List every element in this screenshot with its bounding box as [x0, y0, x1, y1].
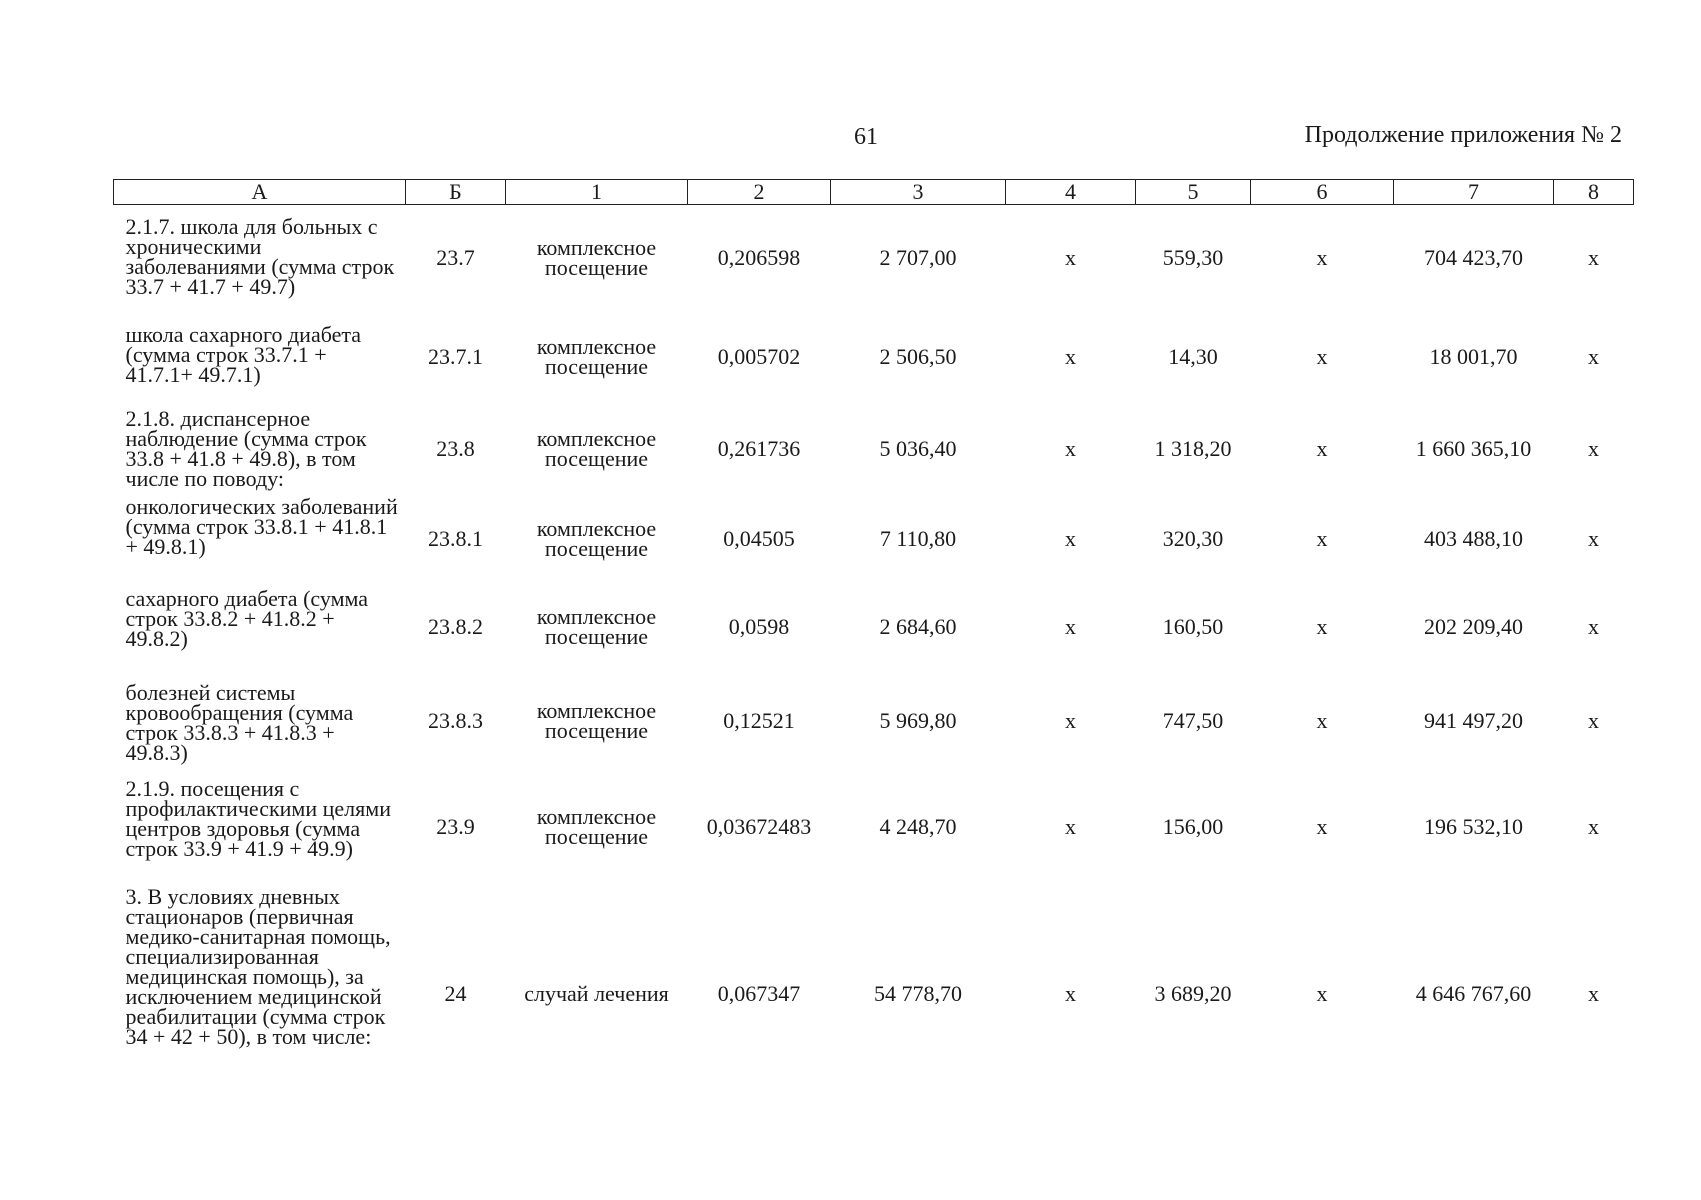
row-value-col3: 2 506,50	[879, 343, 957, 369]
table-row	[114, 311, 1634, 403]
column-header: 2	[688, 180, 831, 205]
row-value-col5: 320,30	[1162, 525, 1224, 551]
table-row	[114, 883, 1634, 1105]
row-value-col4: х	[1065, 343, 1076, 369]
row-value-col8: х	[1588, 813, 1599, 839]
row-value-col4: х	[1065, 707, 1076, 733]
table-row	[114, 403, 1634, 495]
column-header: 8	[1554, 180, 1634, 205]
row-value-col3: 54 778,70	[874, 980, 962, 1006]
column-header: 5	[1136, 180, 1251, 205]
row-value-col6: х	[1316, 707, 1328, 733]
row-value-col2: 0,0598	[728, 613, 790, 639]
row-unit: комплексное посещение	[536, 697, 657, 743]
row-unit: комплексное посещение	[536, 234, 657, 280]
row-value-col3: 4 248,70	[879, 813, 957, 839]
row-value-col6: х	[1316, 244, 1328, 270]
row-value-col7: 202 209,40	[1424, 613, 1523, 639]
row-unit: случай лечения	[524, 980, 669, 1006]
row-description: школа сахарного диабета (сумма строк 33.7.1 + 41.7.1+ 49.7.1)	[125, 321, 362, 387]
row-value-col4: х	[1065, 813, 1076, 839]
row-value-col4: х	[1065, 980, 1076, 1006]
row-value-col2: 0,12521	[723, 707, 795, 733]
row-value-col8: х	[1588, 244, 1599, 270]
row-value-col7: 4 646 767,60	[1415, 980, 1532, 1006]
row-value-col8: х	[1588, 435, 1599, 461]
row-unit: комплексное посещение	[536, 425, 657, 471]
row-description: 2.1.8. диспансерное наблюдение (сумма строк 33.8 + 41.8 + 49.8), в том числе по поводу:	[125, 405, 367, 491]
row-description: 3. В условиях дневных стационаров (первичная медико-санитарная помощь, специализированная медицинская помощь), за исключением медицинской реабилитации (сумма строк 34 + 42 + 50), в том числе:	[125, 883, 391, 1049]
page-number: 61	[854, 124, 878, 150]
row-value-col4: х	[1065, 525, 1076, 551]
row-value-col7: 704 423,70	[1424, 244, 1523, 270]
table-row	[114, 671, 1634, 771]
row-value-col3: 5 969,80	[879, 707, 957, 733]
header-row	[114, 180, 1634, 205]
row-value-col5: 559,30	[1162, 244, 1224, 270]
row-value-col8: х	[1588, 525, 1599, 551]
row-unit: комплексное посещение	[536, 515, 657, 561]
row-value-col4: х	[1065, 435, 1076, 461]
data-table	[113, 179, 1634, 1105]
column-header: Б	[406, 180, 506, 205]
row-value-col6: х	[1316, 525, 1328, 551]
row-value-col7: 1 660 365,10	[1415, 435, 1532, 461]
row-value-col8: х	[1588, 980, 1599, 1006]
row-code: 23.8.3	[428, 707, 483, 733]
row-value-col2: 0,261736	[717, 435, 801, 461]
row-code: 23.8	[436, 435, 475, 461]
row-value-col5: 3 689,20	[1154, 980, 1232, 1006]
row-value-col3: 7 110,80	[879, 525, 957, 551]
row-value-col2: 0,005702	[717, 343, 801, 369]
row-value-col6: х	[1316, 343, 1328, 369]
row-value-col7: 941 497,20	[1424, 707, 1523, 733]
row-value-col6: х	[1316, 435, 1328, 461]
row-value-col4: х	[1065, 613, 1076, 639]
row-value-col6: х	[1316, 980, 1328, 1006]
row-value-col5: 14,30	[1168, 343, 1218, 369]
table-row	[114, 205, 1634, 311]
column-header: 6	[1251, 180, 1394, 205]
row-value-col8: х	[1588, 343, 1599, 369]
row-value-col3: 5 036,40	[879, 435, 957, 461]
row-value-col5: 1 318,20	[1154, 435, 1232, 461]
column-header: 3	[831, 180, 1006, 205]
row-description: сахарного диабета (сумма строк 33.8.2 + 41.8.2 + 49.8.2)	[125, 585, 369, 651]
row-value-col2: 0,206598	[717, 244, 801, 270]
row-description: болезней системы кровообращения (сумма строк 33.8.3 + 41.8.3 + 49.8.3)	[125, 679, 354, 765]
row-value-col2: 0,03672483	[706, 813, 812, 839]
row-unit: комплексное посещение	[536, 603, 657, 649]
row-value-col7: 196 532,10	[1424, 813, 1523, 839]
row-value-col7: 403 488,10	[1424, 525, 1523, 551]
table-row	[114, 771, 1634, 883]
row-value-col8: х	[1588, 707, 1599, 733]
row-value-col8: х	[1588, 613, 1599, 639]
row-value-col2: 0,067347	[717, 980, 801, 1006]
row-code: 24	[444, 980, 467, 1006]
column-header: 4	[1006, 180, 1136, 205]
row-unit: комплексное посещение	[536, 333, 657, 379]
row-value-col2: 0,04505	[723, 525, 795, 551]
column-header: А	[114, 180, 406, 205]
row-code: 23.8.2	[428, 613, 483, 639]
row-value-col7: 18 001,70	[1429, 343, 1518, 369]
column-header: 1	[506, 180, 688, 205]
row-description: 2.1.9. посещения с профилактическими целями центров здоровья (сумма строк 33.9 + 41.9 + 49.9)	[125, 775, 391, 861]
row-description: онкологических заболеваний (сумма строк 33.8.1 + 41.8.1 + 49.8.1)	[125, 493, 398, 559]
table-row	[114, 583, 1634, 671]
row-code: 23.7	[436, 244, 475, 270]
row-value-col5: 160,50	[1162, 613, 1224, 639]
row-value-col4: х	[1065, 244, 1076, 270]
row-code: 23.9	[436, 813, 475, 839]
row-value-col5: 747,50	[1162, 707, 1224, 733]
row-unit: комплексное посещение	[536, 803, 657, 849]
row-value-col6: х	[1316, 813, 1328, 839]
row-code: 23.7.1	[428, 343, 483, 369]
row-value-col3: 2 684,60	[879, 613, 957, 639]
row-description: 2.1.7. школа для больных с хроническими заболеваниями (сумма строк 33.7 + 41.7 + 49.7)	[125, 214, 395, 299]
appendix-continuation-label: Продолжение приложения № 2	[1304, 122, 1622, 148]
table-row	[114, 495, 1634, 583]
row-value-col3: 2 707,00	[879, 244, 957, 270]
row-value-col6: х	[1316, 613, 1328, 639]
column-header: 7	[1394, 180, 1554, 205]
row-value-col5: 156,00	[1162, 813, 1224, 839]
row-code: 23.8.1	[428, 525, 483, 551]
